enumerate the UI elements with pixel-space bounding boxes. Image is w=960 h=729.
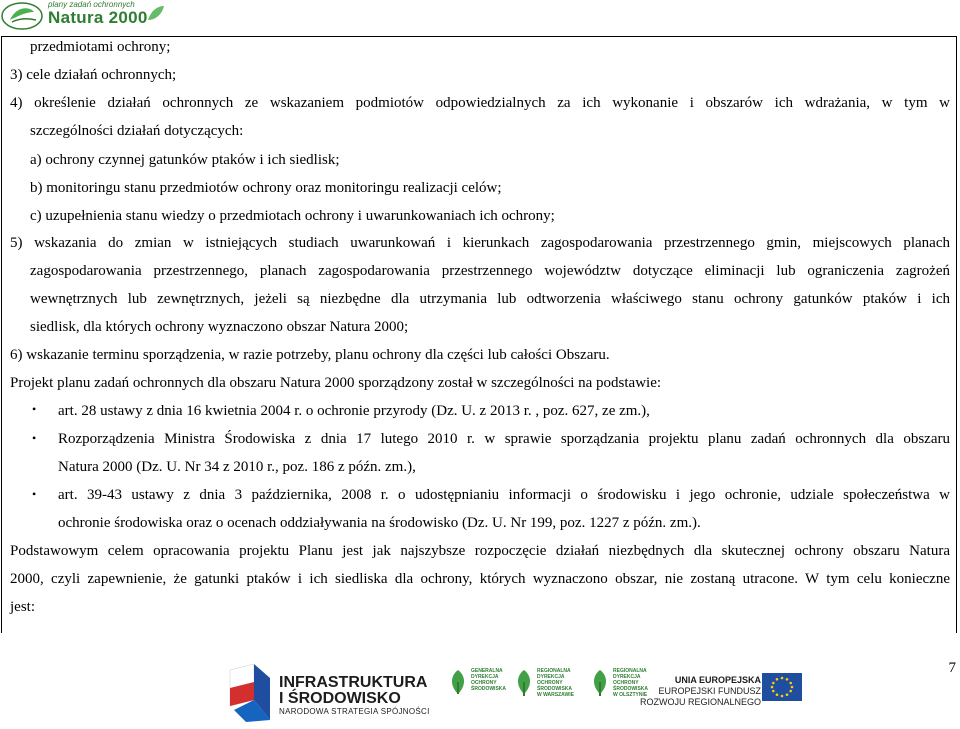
text-line: przedmiotami ochrony; bbox=[30, 39, 171, 55]
text-line: Natura 2000 (Dz. U. Nr 34 z 2010 r., poz. 186 z późn. zm.), bbox=[58, 459, 416, 475]
rdos-line: W OLSZTYNIE bbox=[613, 692, 648, 698]
list-item-5: 5) wskazania do zmian w istniejących studiach uwarunkowań i kierunkach zagospodarowania przestrzennego gmin, miejscowych planach bbox=[10, 235, 950, 251]
page-number: 7 bbox=[948, 660, 956, 676]
leaf-accent-icon bbox=[146, 4, 166, 24]
eu-line-2: EUROPEJSKI FUNDUSZ bbox=[658, 686, 762, 696]
sub-item-c: c) uzupełnienia stanu wiedzy o przedmiotach ochrony i uwarunkowaniach ich ochrony; bbox=[30, 208, 555, 224]
logo-title: Natura 2000 bbox=[48, 8, 148, 27]
rdos-line: REGIONALNA bbox=[537, 668, 571, 674]
infra-line-3: NARODOWA STRATEGIA SPÓJNOŚCI bbox=[279, 707, 430, 716]
gdos-line: ŚRODOWISKA bbox=[471, 686, 506, 692]
bullet-icon: • bbox=[32, 402, 37, 416]
infrastruktura-logo bbox=[279, 675, 430, 717]
natura-2000-logo bbox=[0, 0, 175, 32]
list-item-3: 3) cele działań ochronnych; bbox=[10, 67, 177, 83]
rdos-tree-icon bbox=[590, 668, 610, 698]
gdos-line: DYREKCJA bbox=[471, 674, 499, 680]
eu-fund-label bbox=[640, 675, 761, 708]
infra-line-2: I ŚRODOWISKO bbox=[279, 690, 401, 707]
basis-item-3: art. 39-43 ustawy z dnia 3 października, 2008 r. o udostępnianiu informacji o środowisku i jego ochronie, udziale społeczeństwa w bbox=[58, 487, 950, 503]
goal-paragraph: Podstawowym celem opracowania projektu Planu jest jak najszybsze rozpoczęcie działań niezbędnych dla skutecznej ochrony obszaru Natura bbox=[10, 543, 950, 559]
eu-flag-icon bbox=[762, 673, 802, 701]
rdos-line: ŚRODOWISKA bbox=[537, 686, 572, 692]
text-line: ochronie środowiska oraz o ocenach oddziaływania na środowisko (Dz. U. Nr 199, poz. 1227 z późn. zm.). bbox=[58, 515, 701, 531]
basis-item-2: Rozporządzenia Ministra Środowiska z dnia 17 lutego 2010 r. w sprawie sporządzania projektu planu zadań ochronnych dla obszaru bbox=[58, 431, 950, 447]
basis-intro: Projekt planu zadań ochronnych dla obszaru Natura 2000 sporządzony został w szczególności na podstawie: bbox=[10, 375, 662, 391]
text-line: wewnętrznych lub zewnętrznych, jeżeli są niezbędne dla utrzymania lub odtworzenia właściwego stanu ochrony gatunków ptaków i ich bbox=[30, 291, 950, 307]
infra-line-1: INFRASTRUKTURA bbox=[279, 674, 428, 691]
sub-item-a: a) ochrony czynnej gatunków ptaków i ich siedlisk; bbox=[30, 152, 340, 168]
rdos-line: DYREKCJA bbox=[537, 674, 565, 680]
polish-flag-emblem-icon bbox=[226, 660, 274, 726]
rdos-line: DYREKCJA bbox=[613, 674, 641, 680]
basis-item-1: art. 28 ustawy z dnia 16 kwietnia 2004 r. o ochronie przyrody (Dz. U. z 2013 r. , poz. 627, ze zm.), bbox=[58, 403, 650, 419]
natura-leaf-icon bbox=[0, 0, 44, 32]
rdos-line: ŚRODOWISKA bbox=[613, 686, 648, 692]
text-line: szczególności działań dotyczących: bbox=[30, 123, 244, 139]
rdos-warszawa-logo bbox=[514, 668, 574, 698]
text-line: siedlisk, dla których ochrony wyznaczono obszar Natura 2000; bbox=[30, 319, 409, 335]
text-line: 2000, czyli zapewnienie, że gatunki ptaków i ich siedliska dla ochrony, których wyznaczono obszar, nie zostaną utracone. W tym celu konieczne bbox=[10, 571, 950, 587]
sub-item-b: b) monitoringu stanu przedmiotów ochrony oraz monitoringu realizacji celów; bbox=[30, 180, 502, 196]
gdos-tree-icon bbox=[448, 668, 468, 696]
rdos-line: REGIONALNA bbox=[613, 668, 647, 674]
bullet-icon: • bbox=[32, 431, 37, 445]
list-item-6: 6) wskazanie terminu sporządzenia, w razie potrzeby, planu ochrony dla części lub całości Obszaru. bbox=[10, 347, 610, 363]
rdos-tree-icon bbox=[514, 668, 534, 698]
eu-line-1: UNIA EUROPEJSKA bbox=[674, 675, 762, 685]
eu-line-3: ROZWOJU REGIONALNEGO bbox=[640, 697, 762, 707]
gdos-line: GENERALNA bbox=[471, 668, 503, 674]
bullet-icon: • bbox=[32, 487, 37, 501]
gdos-logo bbox=[448, 668, 506, 696]
logo-tagline: plany zadań ochronnych bbox=[48, 0, 135, 9]
rdos-line: OCHRONY bbox=[613, 680, 639, 686]
gdos-line: OCHRONY bbox=[471, 680, 497, 686]
list-item-4: 4) określenie działań ochronnych ze wskazaniem podmiotów odpowiedzialnych za ich wykonanie i obszarów ich wdrażania, w tym w bbox=[10, 95, 950, 111]
rdos-line: W WARSZAWIE bbox=[537, 692, 574, 698]
text-line: zagospodarowania przestrzennego, planach zagospodarowania przestrzennego województw dotyczące eliminacji lub ograniczenia zagrożeń bbox=[30, 263, 950, 279]
rdos-line: OCHRONY bbox=[537, 680, 563, 686]
text-line: jest: bbox=[10, 599, 35, 615]
